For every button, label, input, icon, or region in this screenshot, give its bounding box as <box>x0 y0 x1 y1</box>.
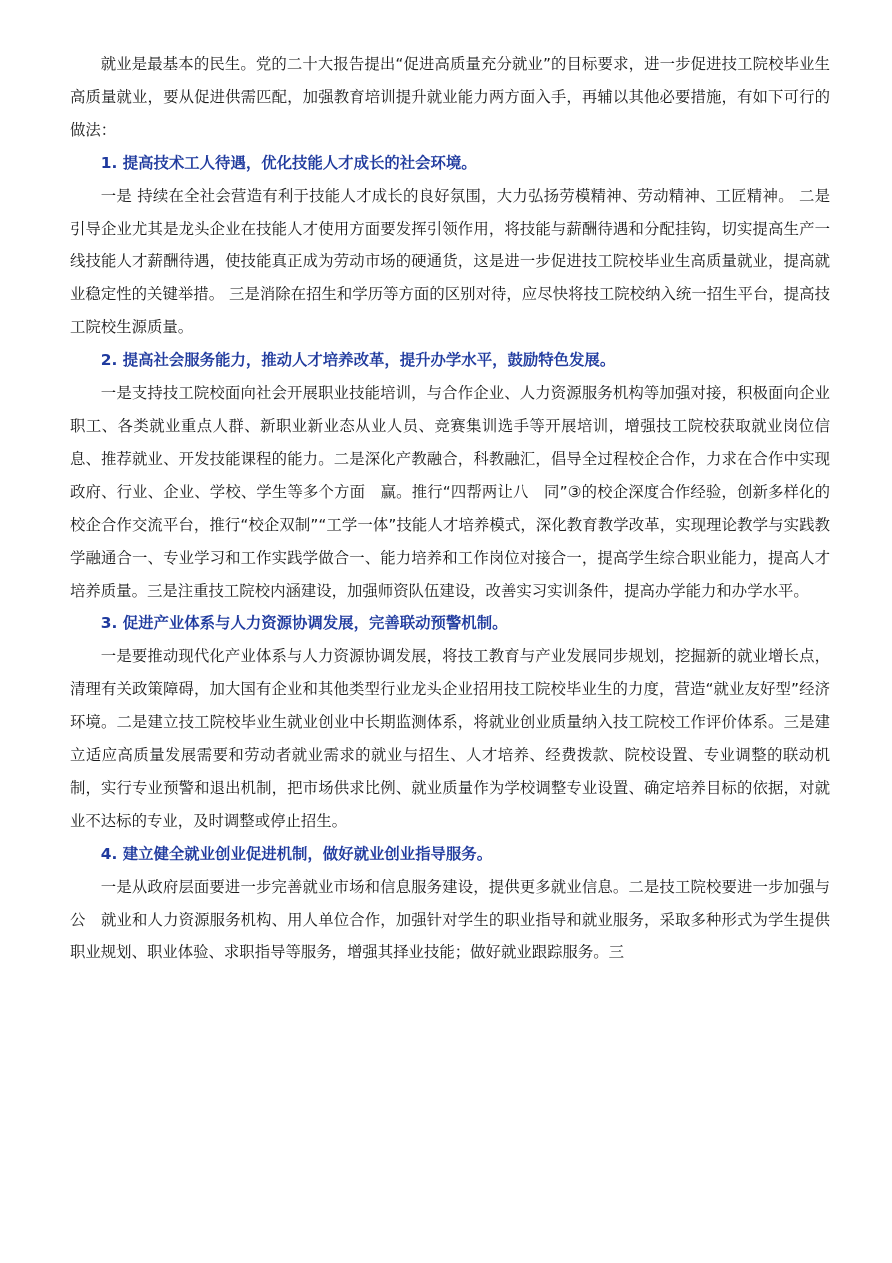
section-1-body: 一是 持续在全社会营造有利于技能人才成长的良好氛围，大力弘扬劳模精神、劳动精神、工匠精神。 二是引导企业尤其是龙头企业在技能人才使用方面要发挥引领作用，将技能与薪酬待遇和分配挂钩，切实提高生产一线技能人才薪酬待遇，使技能真正成为劳动市场的硬通货，这是进一步促进技工院校毕业生高质量就业，提高就业稳定性的关键举措。 三是消除在招生和学历等方面的区别对待，应尽快将技工院校纳入统一招生平台，提高技工院校生源质量。 <box>70 186 830 337</box>
document-page <box>70 48 830 969</box>
section-3-heading: 3. 促进产业体系与人力资源协调发展，完善联动预警机制。 <box>100 614 508 633</box>
section-3-body: 一是要推动现代化产业体系与人力资源协调发展，将技工教育与产业发展同步规划，挖掘新的就业增长点，清理有关政策障碍，加大国有企业和其他类型行业龙头企业招用技工院校毕业生的力度，营造“就业友好型”经济环境。二是建立技工院校毕业生就业创业中长期监测体系，将就业创业质量纳入技工院校工作评价体系。三是建立适应高质量发展需要和劳动者就业需求的就业与招生、人才培养、经费拨款、院校设置、专业调整的联动机制，实行专业预警和退出机制，把市场供求比例、就业质量作为学校调整专业设置、确定培养目标的依据，对就业不达标的专业，及时调整或停止招生。 <box>70 647 830 830</box>
section-4-body: 一是从政府层面要进一步完善就业市场和信息服务建设，提供更多就业信息。二是技工院校要进一步加强与公 就业和人力资源服务机构、用人单位合作，加强针对学生的职业指导和就业服务，采取多种形式为学生提供职业规划、职业体验、求职指导等服务，增强其择业技能；做好就业跟踪服务。三 <box>70 877 830 962</box>
section-2-body: 一是支持技工院校面向社会开展职业技能培训，与合作企业、人力资源服务机构等加强对接，积极面向企业职工、各类就业重点人群、新职业新业态从业人员、竞赛集训选手等开展培训，增强技工院校获取就业岗位信息、推荐就业、开发技能课程的能力。二是深化产教融合，科教融汇，倡导全过程校企合作，力求在合作中实现政府、行业、企业、学校、学生等多个方面 赢。推行“四帮两让八 同”③的校企深度合作经验，创新多样化的校企合作交流平台，推行“校企双制”“工学一体”技能人才培养模式，深化教育教学改革，实现理论教学与实践教学融通合一、专业学习和工作实践学做合一、能力培养和工作岗位对接合一，提高学生综合职业能力，提高人才培养质量。三是注重技工院校内涵建设，加强师资队伍建设，改善实习实训条件，提高办学能力和办学水平。 <box>70 384 830 600</box>
section-2-heading: 2. 提高社会服务能力，推动人才培养改革，提升办学水平，鼓励特色发展。 <box>100 351 616 370</box>
section-1-heading: 1. 提高技术工人待遇，优化技能人才成长的社会环境。 <box>100 153 477 172</box>
intro-paragraph: 就业是最基本的民生。党的二十大报告提出“促进高质量充分就业”的目标要求，进一步促进技工院校毕业生高质量就业，要从促进供需匹配，加强教育培训提升就业能力两方面入手，再辅以其他必要措施，有如下可行的做法： <box>70 55 830 139</box>
section-4-heading: 4. 建立健全就业创业促进机制，做好就业创业指导服务。 <box>100 844 493 863</box>
